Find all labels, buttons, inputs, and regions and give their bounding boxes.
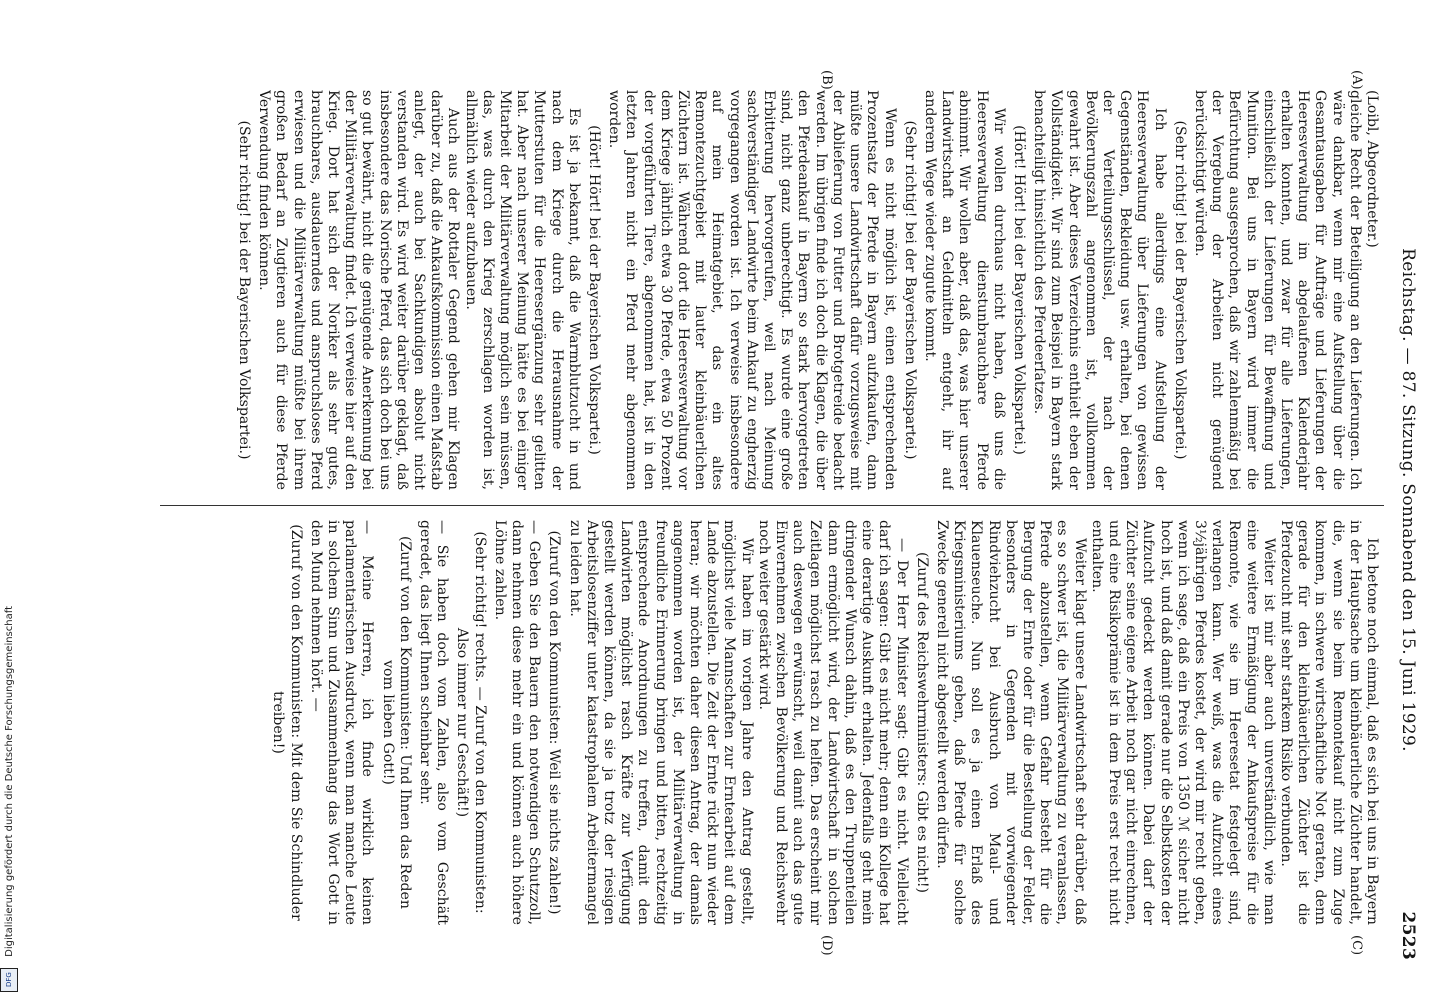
paragraph: — Meine Herren, ich finde wirklich keinen parlamentarischen Ausdruck, wenn man manche Leute in solchem Sinn und Zusammenhang das Wort Gott in den Mund nehmen hört. —	[307, 520, 376, 925]
interjection: (Sehr richtig! rechts. — Zuruf von den Kommunisten: Also immer nur Geschäft!)	[454, 531, 488, 914]
header-title: Reichstag. — 87. Sitzung. Sonnabend den 15. Juni 1929.	[1398, 248, 1418, 752]
left-column	[160, 90, 1380, 490]
interjection: (Hört! Hört! bei der Bayerischen Volkspartei.)	[1010, 125, 1027, 455]
paragraph: — Geben Sie den Bauern den notwendigen Schutzzoll, dann nehmen diese mehr ein und können auch höhere Löhne zahlen.	[491, 520, 543, 925]
interjection: (Hört! Hört! bei der Bayerischen Volkspartei.)	[586, 125, 603, 455]
page-header	[1390, 40, 1420, 960]
dfg-logo-icon	[0, 968, 18, 992]
paragraph: Ich habe allerdings eine Aufstellung der Heeresverwaltung über Lieferungen von gewissen Gegenständen, Bekleidung usw. erhalten, bei denen der Verteilungsschlüssel, der nach der Bevölkerungszahl angenommen ist, vollkommen gewahrt ist. Aber dieses Verzeichnis enthielt eben der Vollständigkeit. Wir sind zum Beispiel in Bayern stark benachteiligt hinsichtlich des Pferdeerſatzes.	[1031, 90, 1168, 490]
interjection: (Sehr richtig! bei der Bayerischen Volkspartei.)	[1171, 120, 1188, 460]
paragraph: Weiter ist mir aber auch unverständlich, wie man eine weitere Ermäßigung der Ankaufspreise für die Remonte, wie sie im Heeresetat festgelegt sind, verlangen kann. Wer weiß, was die Aufzucht eines 3½jährigen Pferdes kostet, der wird mir recht geben, wenn ich sage, daß ein Preis von 1350 ℳ sicher nicht hoch ist, und daß damit gerade nur die Selbstkosten der Aufzucht gedeckt werden können. Dabei darf der Züchter seine eigene Arbeit noch gar nicht einrechnen, und eine Risikoprämie ist in dem Preis erst recht nicht enthalten.	[1088, 520, 1277, 925]
paragraph: (Loibl, Abgeordneter.)	[1364, 90, 1380, 248]
interjection: (Zuruf von den Kommunisten: Weil sie nichts zahlen!)	[546, 530, 563, 915]
interjection: (Zuruf von den Kommunisten: Und Ihnen das Reden vom lieben Gott!)	[379, 536, 413, 909]
paragraph: Wir wollen durchaus nicht haben, daß uns die Heeresverwaltung dienstunbrauchbare Pferde abnimmt. Wir wollen aber, daß das, was hier unserer Landwirtschaft an Geldmitteln entgeht, ihr auf anderem Wege wieder zugute kommt.	[921, 90, 1007, 490]
interjection: (Zuruf des Reichswehrministers: Gibt es nicht!)	[913, 551, 930, 894]
interjection: (Zuruf von den Kommunisten: Mit dem Sie Schindluder treiben!)	[270, 524, 304, 921]
paragraph: Weiter klagt unsere Landwirtschaft sehr darüber, daß es so schwer ist, die Militärverwaltung zu veranlassen, Pferde abzustellen, wenn Gefahr besteht für die Bergung der Ernte oder für die Bestellung der Felder, besonders in Gegenden mit vorwiegender Rindviehzucht bei Ausbruch von Maul- und Klauenseuche. Nun soll es ja einen Erlaß des Kriegsministeriums geben, daß Pferde für solche Zwecke generell nicht abgestellt werden dürfen.	[933, 520, 1088, 925]
margin-marker-b: (B)	[819, 70, 834, 90]
paragraph: Es ist ja bekannt, daß die Warmblutzucht in und nach dem Kriege durch die Herausnahme der Mutterstuten für die Heeresergänzung sehr gelitten hat. Aber nach unserer Meinung hätte es bei einiger Mitarbeit der Militärverwaltung möglich sein müssen, das, was durch den Krieg zerschlagen worden ist, allmählich wieder aufzubauen.	[462, 90, 582, 490]
paragraph: gleiche Recht der Beteiligung an den Lieferungen. Ich wäre dankbar, wenn mir eine Aufstellung über die Gesamtausgaben für Aufträge und Lieferungen der Heeresverwaltung im abgelaufenen Kalenderjahr erhalten konnten, und zwar für alle Lieferungen, einschließlich der Lieferungen für Bewaffnung und Munition. Bei uns in Bayern wird immer die Befürchtung ausgesprochen, daß wir zahlenmäßig bei der Vergebung der Arbeiten nicht genügend berücksichtigt würden.	[1191, 90, 1363, 490]
right-column	[160, 520, 1380, 925]
margin-marker-a: (A)	[1349, 70, 1364, 90]
paragraph: Wir haben im vorigen Jahre den Antrag gestellt, möglichst viele Mannschaften zur Erntearbeit auf dem Lande abzustellen. Die Zeit der Ernte rückt nun wieder heran; wir möchten daher diesen Antrag, der damals angenommen worden ist, der Militärverwaltung in freundliche Erinnerung bringen und bitten, rechtzeitig entsprechende Anordnungen zu treffen, damit den Landwirten möglichst rasch Kräfte zur Verfügung gestellt werden können, da sie ja trotz der riesigen Arbeitslosenziffer unter katastrophalem Arbeitermangel zu leiden hat.	[566, 520, 755, 925]
dfg-logo-text: DFG	[5, 972, 13, 988]
digitization-note: Digitalisierung gefördert durch die Deutsche Forschungsgemeinschaft	[4, 606, 15, 957]
paragraph: Wenn es nicht möglich ist, einen entsprechenden Prozentsatz der Pferde in Bayern aufzukaufen, dann müßte unsere Landwirtschaft dafür vorzugsweise mit der Ablieferung von Futter und Brotgetreide bedacht werden. Im übrigen finde ich doch die Klagen, die über den Pferdeankauf in Bayern so stark hervorgetreten sind, nicht ganz unberechtigt. Es wurde eine große Erbitterung hervorgerufen, weil nach Meinung sachverständiger Landwirte beim Ankauf zu engherzig vorgegangen worden ist. Ich verweise insbesondere auf mein Heimatgebiet, das ein altes Remontezuchtgebiet mit lauter kleinbäuerlichen Züchtern ist. Während dort die Heeresverwaltung vor dem Kriege jährlich etwa 30 Pferde, etwa 50 Prozent der vorgeführten Tiere, abgenommen hat, ist in den letzten Jahren nicht ein Pferd mehr abgenommen worden.	[606, 90, 898, 490]
column-divider	[160, 505, 1384, 506]
interjection: (Sehr richtig! bei der Bayerischen Volkspartei.)	[901, 120, 918, 460]
margin-marker-d: (D)	[819, 935, 834, 956]
margin-marker-c: (C)	[1349, 935, 1364, 956]
page-content	[140, 0, 1434, 1000]
paragraph: — Der Herr Minister sagt: Gibt es nicht. Vielleicht darf ich sagen: Gibt es nicht mehr; denn ein Kollege hat eine derartige Auskunft erhalten. Jedenfalls geht mein dringender Wunsch dahin, daß es den Truppenteilen dann ermöglicht wird, der Landwirtschaft in solchen Zeitlagen möglichst rasch zu helfen. Das erscheint mir auch deswegen erwünscht, weil damit auch das gute Einvernehmen zwischen Bevölkerung und Reichswehr noch weiter gestärkt wird.	[755, 520, 910, 925]
interjection: (Sehr richtig! bei der Bayerischen Volkspartei.)	[236, 120, 252, 460]
paragraph: — Sie haben doch vom Zahlen, also vom Geschäft geredet, das liegt Ihnen scheinbar sehr.	[417, 520, 451, 925]
paragraph: Ich betone noch einmal, daß es sich bei uns in Bayern in der Hauptsache um kleinbäuerliche Züchter handelt, die, wenn sie beim Remontekauf nicht zum Zuge kommen, in schwere wirtschaftliche Not geraten, denn gerade für den kleinbäuerlichen Züchter ist die Pferdezucht mit sehr starkem Risiko verbunden.	[1277, 520, 1380, 925]
page-number: 2523	[1398, 911, 1418, 960]
paragraph: Auch aus der Rottaler Gegend gehen mir Klagen darüber zu, daß die Ankaufskommission einen Maßstab anlegt, der auch bei Sachkundigen absolut nicht verstanden wird. Es wird weiter darüber geklagt, daß insbesondere das Norische Pferd, das sich doch bei uns so gut bewährt, nicht die genügende Anerkennung bei der Militärverwaltung findet. Ich verweise hier auf den Krieg. Dort hat sich der Noriker als sehr gutes, brauchbares, ausdauerndes und anspruchsloses Pferd erwiesen und die Militärverwaltung müßte bei ihrem großen Bedarf an Zugtieren auch für diese Pferde Verwendung finden können.	[256, 90, 462, 490]
